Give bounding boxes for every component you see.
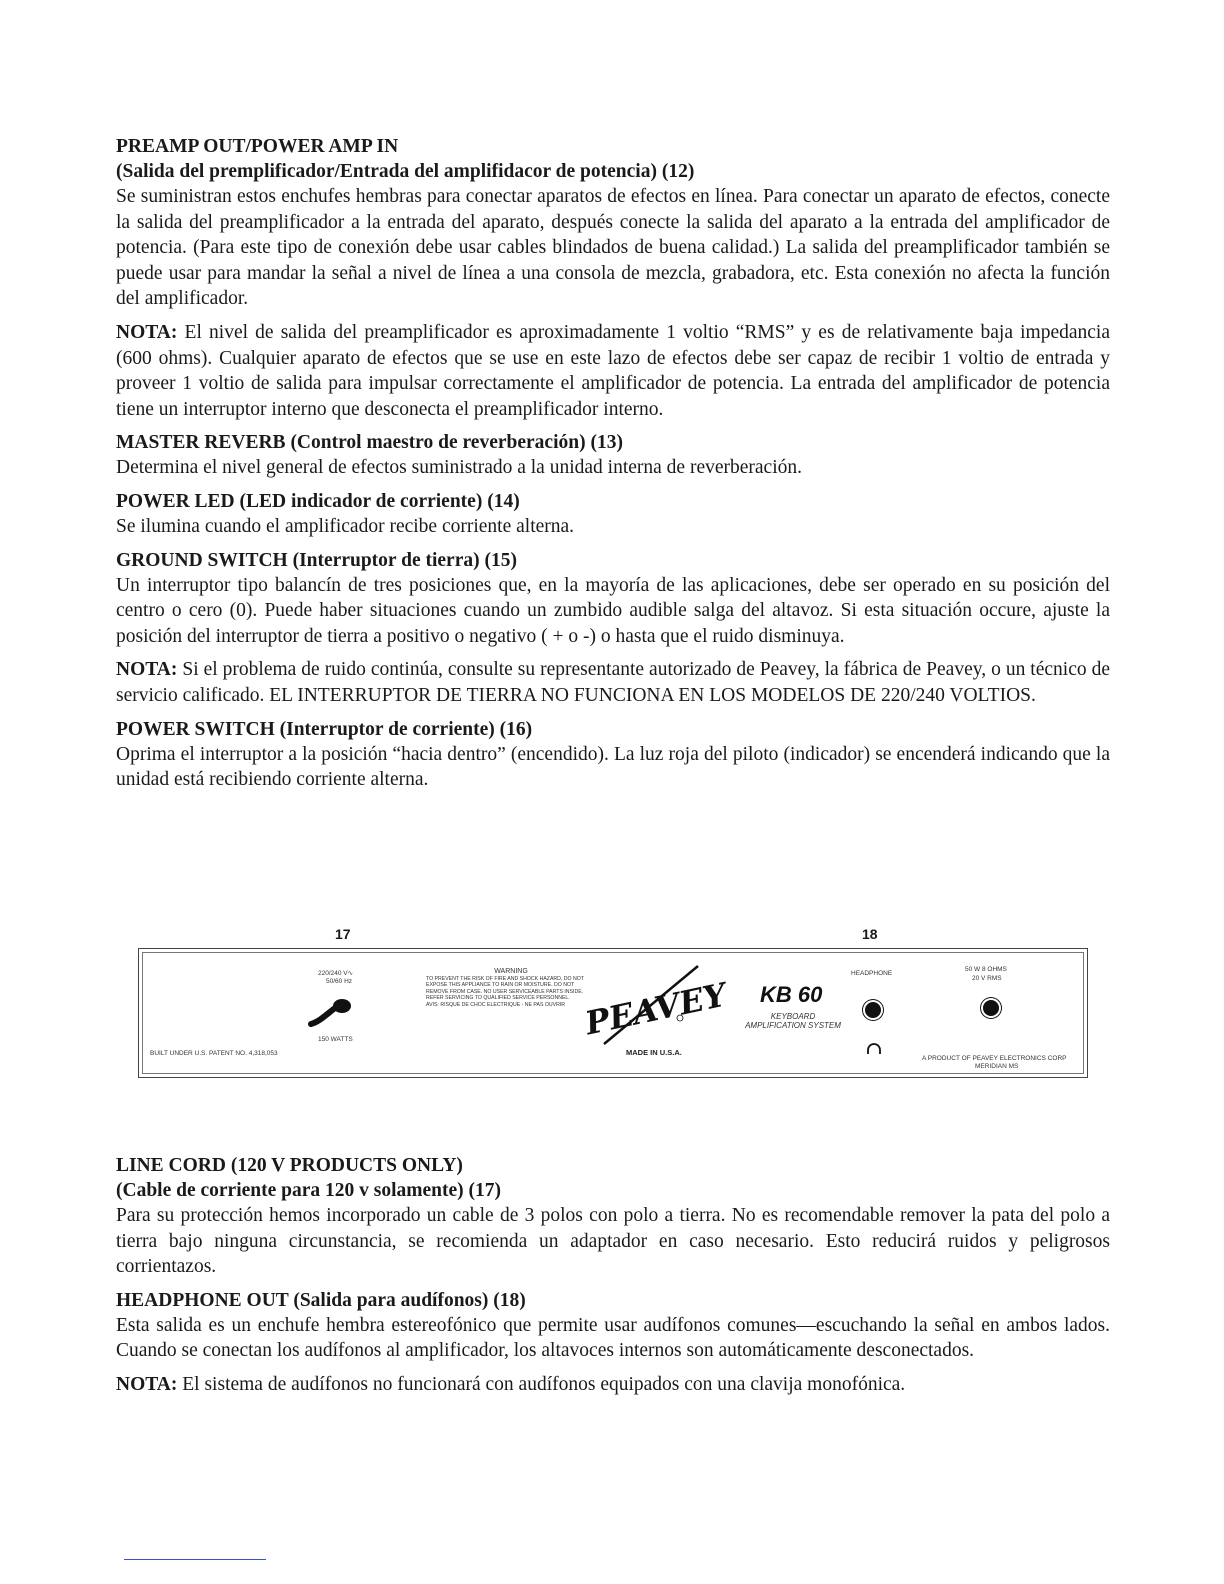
section-paragraph: Esta salida es un enchufe hembra estereofónico que permite usar audífonos comunes—escuchando la señal en ambos lados. Cuando se conectan los audífonos al amplificador, los altavoces internos son automáticamente desconectados. [116, 1314, 1110, 1362]
section-title: LINE CORD (120 V PRODUCTS ONLY) [116, 1155, 463, 1176]
note-text: El sistema de audífonos no funcionará con audífonos equipados con una clavija monofónica. [182, 1373, 906, 1395]
footer-rule [124, 1559, 266, 1560]
section-line-cord [116, 1153, 1110, 1280]
text-column-bottom [116, 1153, 1110, 1398]
section-title: GROUND SWITCH (Interruptor de tierra) (15) [116, 549, 517, 571]
line-cord-icon [305, 992, 355, 1032]
model-subtitle-line-1: KEYBOARD [770, 1012, 816, 1021]
corp-label-1: A PRODUCT OF PEAVEY ELECTRONICS CORP [922, 1055, 1067, 1062]
note-label: NOTA: [116, 321, 178, 343]
note-paragraph [116, 657, 1110, 708]
section-headphone-out [116, 1288, 1110, 1398]
note-text: Si el problema de ruido continúa, consulte su representante autorizado de Peavey, la fábrica de Peavey, o un técnico de servicio calificado. EL INTERRUPTOR DE TIERRA NO FUNCIONA EN LOS MODELOS DE 220/240 VOLTIOS. [116, 659, 1110, 706]
headphone-icon [866, 1042, 882, 1056]
note-label: NOTA: [116, 659, 178, 681]
section-title: POWER SWITCH (Interruptor de corriente) (16) [116, 718, 533, 740]
section-paragraph: Se suministran estos enchufes hembras para conectar aparatos de efectos en línea. Para conectar un aparato de efectos, conecte la salida del preamplificador a la entrada del aparato, después conecte la salida del aparato a la entrada del amplificador de potencia. (Para este tipo de conexión debe usar cables blindados de buena calidad.) La salida del preamplificador también se puede usar para mandar la señal a nivel de línea a una consola de mezcla, grabadora, etc. Esta conexión no afecta la función del amplificador. [116, 186, 1110, 310]
model-name: KB 60 [760, 982, 823, 1007]
section-master-reverb [116, 430, 1110, 481]
section-paragraph: Oprima el interruptor a la posición “hacia dentro” (encendido). La luz roja del piloto (indicador) se encenderá indicando que la unidad está recibiendo corriente alterna. [116, 743, 1110, 791]
headphone-jack-icon [863, 1000, 883, 1020]
text-column-top [116, 134, 1110, 793]
model-subtitle-line-2: AMPLIFICATION SYSTEM [745, 1021, 841, 1030]
note-text: El nivel de salida del preamplificador es aproximadamente 1 voltio “RMS” y es de relativamente baja impedancia (600 ohms). Cualquier aparato de efectos que se use en este lazo de efectos debe ser capaz de recibir 1 voltio de entrada y proveer 1 voltio de salida para impulsar correctamente el amplificador de potencia. La entrada del amplificador de potencia tiene un interruptor interno que desconecta el preamplificador interno. [116, 321, 1110, 420]
section-subtitle: (Salida del premplificador/Entrada del amplifidacor de potencia) (12) [116, 161, 695, 182]
section-preamp-out [116, 134, 1110, 422]
callout-18: 18 [862, 926, 878, 942]
peavey-logo [581, 960, 730, 1050]
section-paragraph: Se ilumina cuando el amplificador recibe corriente alterna. [116, 515, 575, 537]
ohms-label-2: 20 V RMS [972, 975, 1002, 982]
section-paragraph: Un interruptor tipo balancín de tres posiciones que, en la mayoría de las aplicaciones, debe ser operado en su posición del centro o cero (0). Puede haber situaciones cuando un zumbido audible salga del altavoz. Si esta situación occure, ajuste la posición del interruptor de tierra a positivo o negativo ( + o -) o hasta que el ruido disminuya. [116, 574, 1110, 647]
headphone-label: HEADPHONE [851, 970, 893, 977]
callout-17: 17 [335, 926, 351, 942]
frequency-label: 50/60 Hz [326, 978, 353, 985]
watts-label: 150 WATTS [318, 1036, 353, 1043]
note-label: NOTA: [116, 1373, 178, 1395]
section-subtitle: (Cable de corriente para 120 v solamente) (17) [116, 1180, 502, 1201]
corp-label-2: MERIDIAN MS [975, 1063, 1019, 1070]
section-paragraph: Determina el nivel general de efectos suministrado a la unidad interna de reverberación. [116, 457, 802, 479]
model-subtitle [738, 1012, 848, 1030]
avis-text: AVIS: RISQUE DE CHOC ELECTRIQUE - NE PAS OUVRIR [426, 1001, 566, 1008]
section-title: PREAMP OUT/POWER AMP IN [116, 136, 399, 157]
warning-block [426, 968, 596, 1008]
section-ground-switch [116, 548, 1110, 709]
ohms-label-1: 50 W 8 OHMS [965, 966, 1007, 973]
section-title: MASTER REVERB (Control maestro de reverberación) (13) [116, 432, 623, 454]
patent-label: BUILT UNDER U.S. PATENT NO. 4,318,053 [150, 1050, 278, 1057]
brand-logo-text: PEAVEY [581, 975, 730, 1043]
section-paragraph: Para su protección hemos incorporado un cable de 3 polos con polo a tierra. No es recomendable remover la pata del polo a tierra bajo ninguna circunstancia, se recomienda un adaptador en caso necesario. Esto reducirá ruidos y peligrosos corrientazos. [116, 1205, 1110, 1278]
warning-title: WARNING [494, 968, 528, 975]
section-title: POWER LED (LED indicador de corriente) (14) [116, 490, 520, 512]
voltage-label: 220/240 V∿ [318, 970, 354, 977]
section-power-led [116, 489, 1110, 540]
note-paragraph [116, 320, 1110, 422]
section-title: HEADPHONE OUT (Salida para audífonos) (18) [116, 1289, 526, 1311]
section-power-switch [116, 717, 1110, 793]
speaker-jack-icon [981, 998, 1001, 1018]
made-in-label: MADE IN U.S.A. [626, 1048, 682, 1057]
note-paragraph [116, 1372, 1110, 1398]
warning-text: TO PREVENT THE RISK OF FIRE AND SHOCK HAZARD, DO NOT EXPOSE THIS APPLIANCE TO RAIN OR MOISTURE. DO NOT REMOVE FROM CASE. NO USER SERVICEABLE PARTS INSIDE. REFER SERVICING TO QUALIFIED SERVICE PERSONNEL. [426, 976, 584, 1002]
